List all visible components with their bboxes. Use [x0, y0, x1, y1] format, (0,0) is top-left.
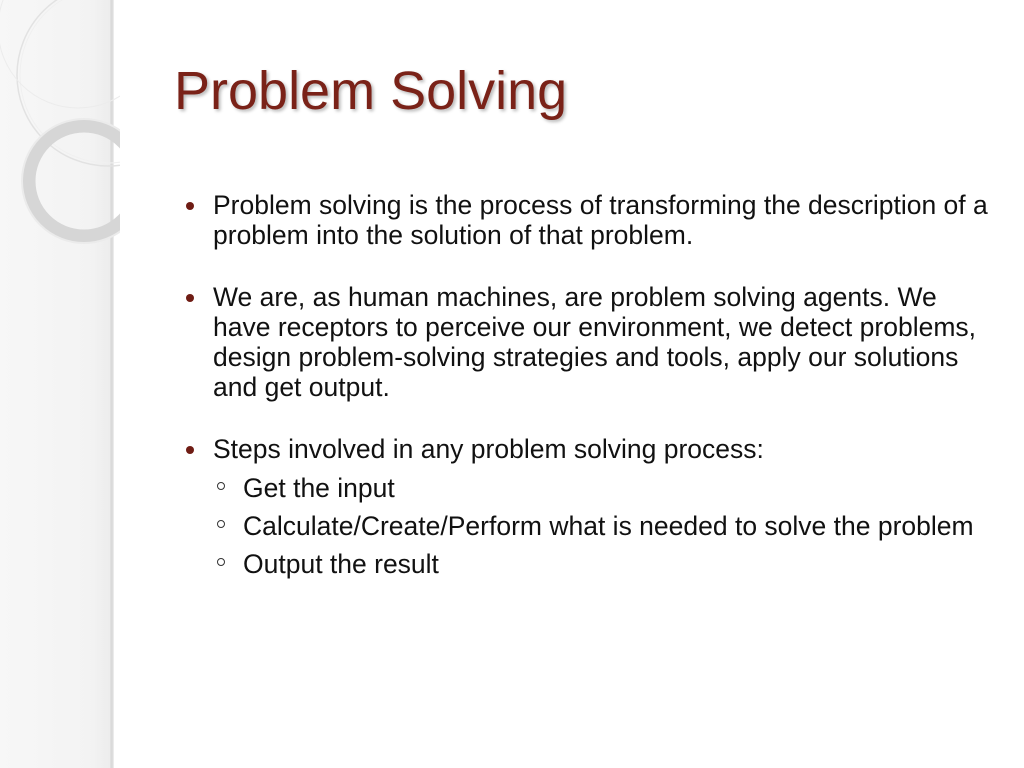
sub-bullet-text: Get the input: [243, 473, 395, 503]
sub-bullet-text: Output the result: [243, 549, 439, 579]
ring-decoration-icon: [0, 0, 120, 260]
bullet-icon: [186, 294, 194, 302]
sub-bullet-icon: [217, 520, 225, 528]
bullet-icon: [186, 446, 194, 454]
sub-bullet-icon: [217, 482, 225, 490]
sub-bullet-item: [213, 549, 994, 579]
bullet-icon: [186, 202, 194, 210]
bullet-list: [186, 190, 994, 587]
sub-bullet-text: Calculate/Create/Perform what is needed to solve the problem: [243, 511, 974, 541]
sub-bullet-icon: [217, 558, 225, 566]
bullet-item: [186, 282, 994, 402]
bullet-item: [186, 190, 994, 250]
sub-bullet-item: [213, 511, 994, 541]
bullet-text: Steps involved in any problem solving process:: [213, 434, 764, 464]
bullet-text: We are, as human machines, are problem solving agents. We have receptors to perceive our environment, we detect problems, design problem-solving strategies and tools, apply our solutions and get output.: [213, 282, 977, 402]
bullet-text: Problem solving is the process of transforming the description of a problem into the solution of that problem.: [213, 190, 988, 250]
slide-title: Problem Solving: [174, 61, 568, 121]
bullet-item: [186, 434, 994, 579]
sub-bullet-item: [213, 473, 994, 503]
sub-bullet-list: [213, 473, 994, 579]
